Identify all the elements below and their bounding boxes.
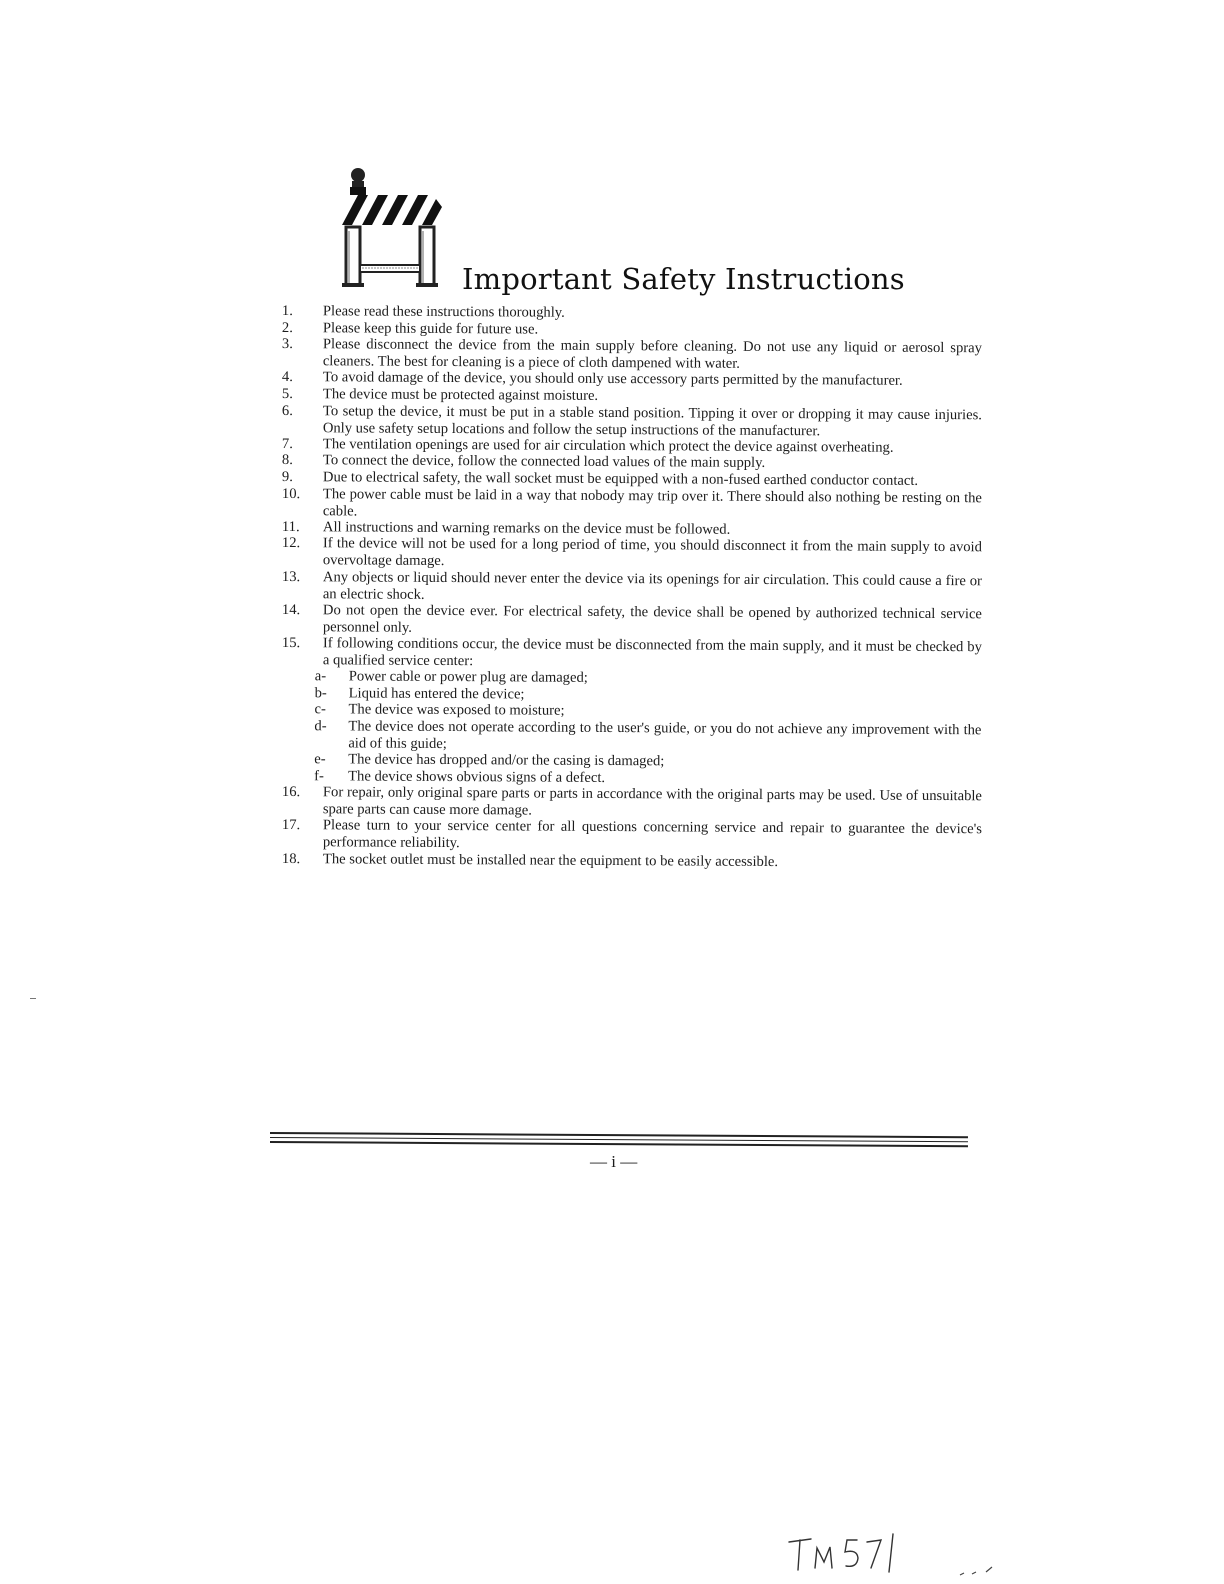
list-item (282, 569, 982, 606)
item-text: Please turn to your service center for all questions concerning service and repair to guarantee the device's performance reliability. (322, 817, 982, 852)
item-text: To connect the device, follow the connected load values of the main supply. (322, 452, 766, 472)
sub-item-text: The device shows obvious signs of a defect. (348, 768, 606, 786)
page-title: Important Safety Instructions (462, 262, 905, 296)
item-text: If the device will not be used for a long period of time, you should disconnect it from the main supply to avoid overvoltage damage. (322, 535, 982, 569)
item-number: 13. (281, 568, 301, 585)
item-number: 9. (281, 468, 293, 486)
item-number: 1. (281, 303, 293, 320)
item-number: 10. (281, 485, 301, 502)
stray-pen-mark (958, 1565, 998, 1577)
sub-item-letter: d- (314, 718, 327, 735)
item-text: Please read these instructions thoroughly. (322, 303, 565, 321)
construction-barrier-icon (338, 165, 448, 290)
item-text: Please disconnect the device from the main supply before cleaning. Do not use any liquid or aerosol spray cleaners. The best for cleaning is a piece of cloth dampened with water. (322, 336, 982, 372)
list-item (282, 403, 982, 440)
list-item (282, 784, 982, 821)
item-number: 5. (281, 385, 293, 403)
list-item (281, 635, 982, 789)
safety-instructions-list (281, 303, 982, 870)
item-text: Do not open the device ever. For electrical safety, the device shall be opened by authorized technical service personnel only. (322, 601, 982, 636)
item-number: 14. (281, 601, 301, 618)
item-number: 18. (281, 850, 301, 867)
scan-speck (30, 998, 36, 1000)
list-item (282, 602, 982, 639)
item-number: 7. (281, 435, 293, 452)
sub-item-text: Liquid has entered the device; (348, 685, 525, 703)
item-text: The socket outlet must be installed near the equipment to be easily accessible. (322, 850, 779, 870)
item-number: 4. (281, 369, 293, 386)
item-text: The ventilation openings are used for air circulation which protect the device against overheating. (322, 436, 894, 456)
page-number: — i — (590, 1152, 638, 1171)
item-number: 15. (281, 634, 301, 651)
item-text: Any objects or liquid should never enter the device via its openings for air circulation. This could cause a fire or an electric shock. (322, 568, 982, 602)
sub-item-text: The device does not operate according to the user's guide, or you do not achieve any improvement with the aid of this guide; (348, 718, 982, 752)
item-text: Due to electrical safety, the wall socket must be equipped with a non-fused earthed conductor contact. (322, 469, 919, 489)
list-item (282, 817, 982, 854)
list-item (282, 336, 982, 373)
list-item (282, 535, 982, 572)
sub-item-letter: f- (314, 767, 324, 784)
item-number: 11. (281, 518, 300, 535)
item-text: Please keep this guide for future use. (322, 319, 539, 338)
item-text: For repair, only original spare parts or parts in accordance with the original parts may be used. Use of unsuitable spare parts can cause more damage. (322, 784, 982, 819)
list-item (282, 851, 982, 872)
sub-item-letter: c- (314, 701, 326, 718)
sub-item-letter: e- (314, 751, 326, 768)
sub-item-text: Power cable or power plug are damaged; (348, 668, 588, 686)
item-number: 16. (281, 784, 301, 801)
footer-rule (270, 1141, 968, 1147)
item-number: 2. (281, 319, 293, 336)
item-text: To avoid damage of the device, you should only use accessory parts permitted by the manufacturer. (322, 369, 903, 390)
sub-item-letter: b- (314, 684, 327, 701)
item-number: 3. (281, 336, 293, 353)
item-number: 12. (281, 535, 301, 552)
item-text: To setup the device, it must be put in a stable stand position. Tipping it over or dropping it may cause injuries. Only use safety setup locations and follow the setup instructions of the manufacturer. (322, 402, 982, 439)
handwritten-note (785, 1528, 915, 1576)
item-text: The power cable must be laid in a way that nobody may trip over it. There should also nothing be resting on the cable. (322, 485, 982, 519)
list-item (282, 486, 982, 523)
sub-item (314, 718, 981, 755)
item-text: The device must be protected against moisture. (322, 386, 599, 404)
item-text: If following conditions occur, the device must be disconnected from the main supply, and it must be checked by a qualified service center: (322, 635, 982, 669)
item-number: 17. (281, 817, 301, 834)
item-text: All instructions and warning remarks on the device must be followed. (322, 518, 731, 538)
item-number: 6. (281, 402, 293, 419)
item-number: 8. (281, 452, 293, 469)
sub-item-letter: a- (314, 668, 327, 685)
sub-item-text: The device has dropped and/or the casing is damaged; (348, 751, 665, 770)
sub-item-text: The device was exposed to moisture; (348, 701, 565, 719)
